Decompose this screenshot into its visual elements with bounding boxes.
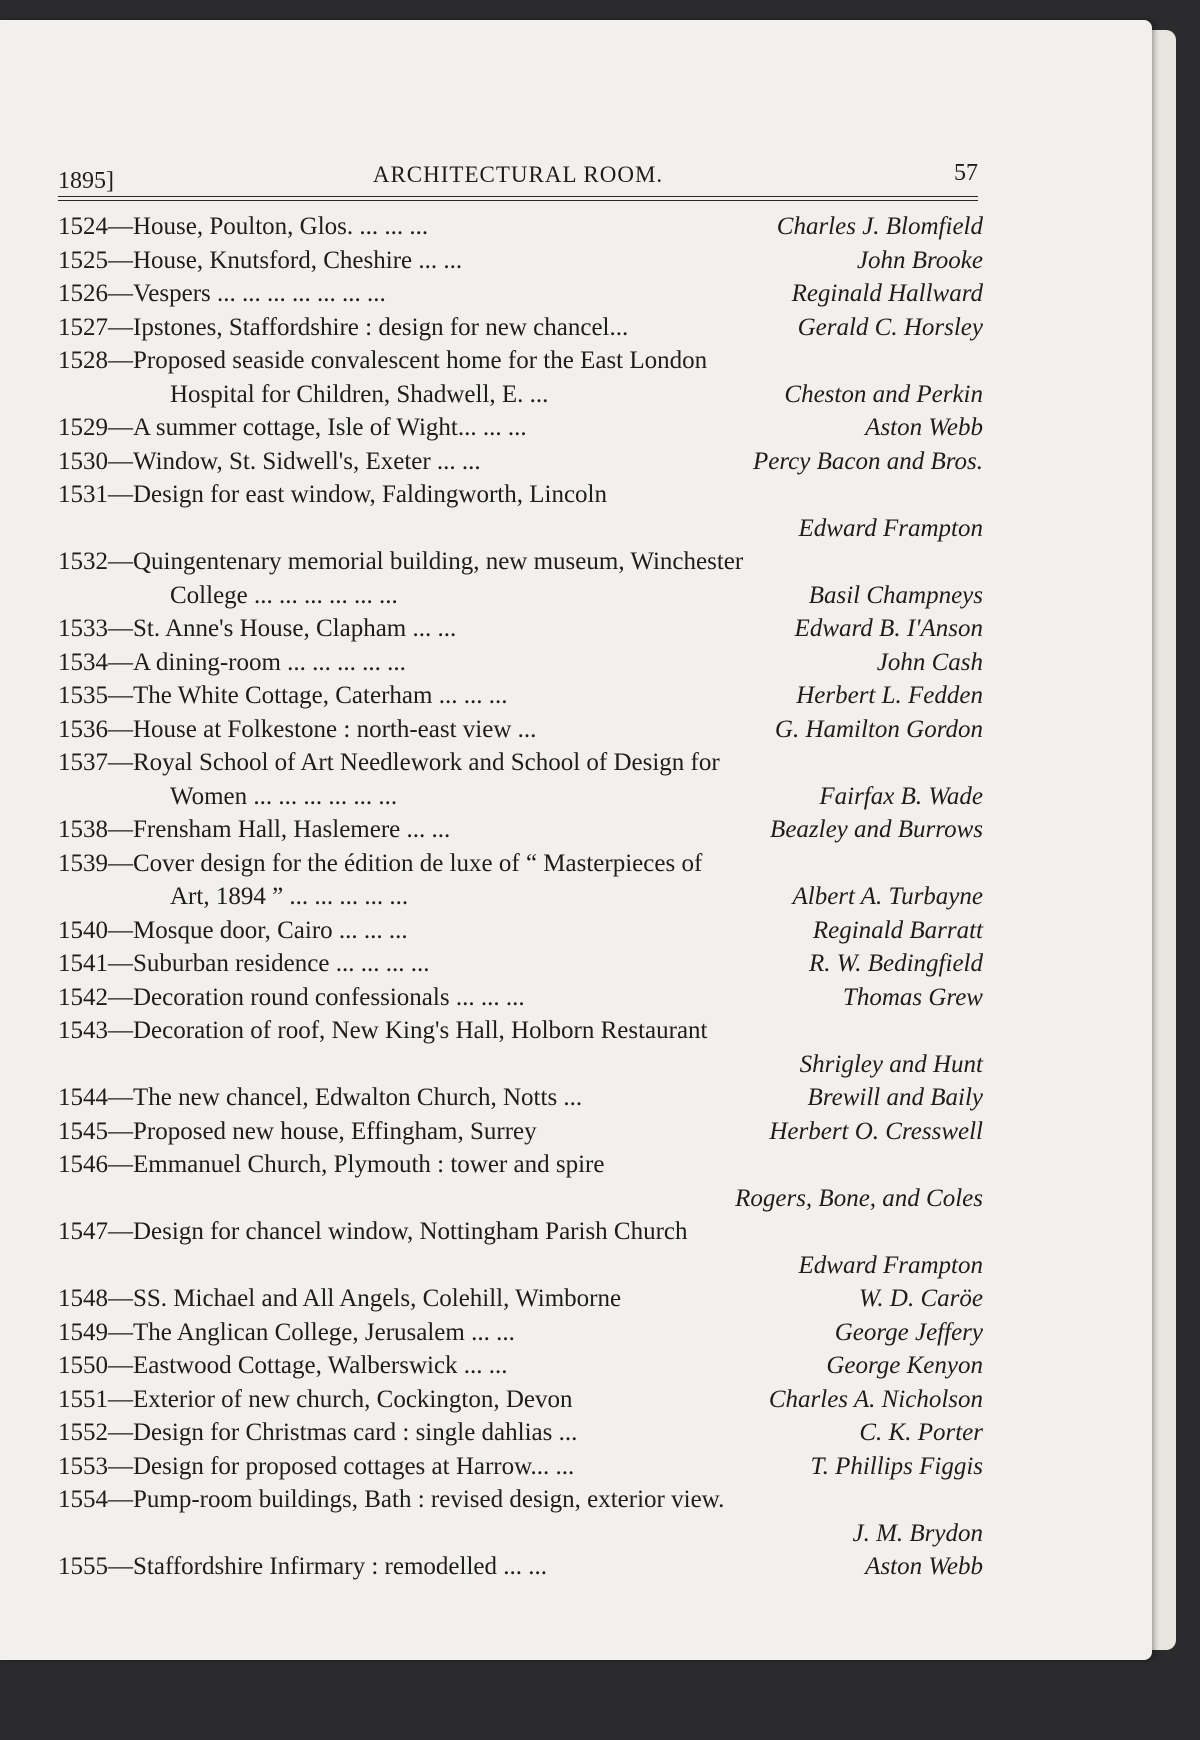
entry-artist: Herbert L. Fedden: [796, 682, 983, 709]
entry-artist: Cheston and Perkin: [784, 380, 983, 408]
entry-line: [58, 1182, 983, 1216]
entry-line: [58, 378, 983, 412]
entry-line: [58, 478, 983, 512]
entry-title: 1534—A dining-room ... ... ... ... ...: [58, 648, 406, 676]
entry-title: Hospital for Children, Shadwell, E. ...: [170, 380, 549, 408]
entry-artist: Brewill and Baily: [807, 1084, 983, 1111]
entry-line: [58, 545, 983, 579]
header-rule-thin: [58, 200, 978, 201]
entry-list: [58, 210, 983, 1584]
entry-title: 1555—Staffordshire Infirmary : remodelled ... ...: [58, 1553, 548, 1580]
running-header: [58, 158, 978, 194]
entry-line: [58, 1081, 983, 1115]
entry-title: 1525—House, Knutsford, Cheshire ... ...: [58, 246, 463, 274]
entry-title: 1549—The Anglican College, Jerusalem ... ...: [58, 1318, 515, 1346]
entry-title: Art, 1894 ” ... ... ... ... ...: [170, 883, 409, 910]
entry-line: [58, 914, 983, 948]
catalogue-page: [0, 20, 1152, 1660]
entry-line: [58, 981, 983, 1015]
entry-title: 1532—Quingentenary memorial building, new museum, Winchester: [58, 548, 744, 575]
entry-artist: T. Phillips Figgis: [810, 1452, 983, 1480]
entry-title: 1554—Pump-room buildings, Bath : revised design, exterior view.: [58, 1486, 725, 1513]
entry-artist: Edward Frampton: [798, 1251, 983, 1279]
entry-line: [58, 746, 983, 780]
entry-title: 1551—Exterior of new church, Cockington, Devon: [58, 1385, 573, 1413]
entry-title: 1533—St. Anne's House, Clapham ... ...: [58, 615, 457, 642]
entry-line: [58, 1215, 983, 1249]
entry-line: [58, 813, 983, 847]
entry-title: 1553—Design for proposed cottages at Harrow... ...: [58, 1452, 575, 1480]
entry-line: [58, 847, 983, 881]
entry-line: [58, 210, 983, 244]
entry-artist: George Jeffery: [834, 1318, 983, 1346]
entry-line: [58, 679, 983, 713]
entry-artist: Reginald Hallward: [791, 280, 983, 307]
header-title: ARCHITECTURAL ROOM.: [372, 162, 664, 187]
entry-title: 1546—Emmanuel Church, Plymouth : tower and spire: [58, 1151, 605, 1178]
entry-title: 1531—Design for east window, Faldingworth, Lincoln: [58, 481, 607, 508]
entry-title: 1541—Suburban residence ... ... ... ...: [58, 950, 430, 977]
entry-artist: Herbert O. Cresswell: [769, 1117, 983, 1145]
entry-title: 1535—The White Cottage, Caterham ... ... ...: [58, 682, 508, 709]
entry-title: 1540—Mosque door, Cairo ... ... ...: [58, 916, 408, 944]
entry-line: [58, 1148, 983, 1182]
entry-title: 1537—Royal School of Art Needlework and School of Design for: [58, 749, 720, 776]
entry-title: 1550—Eastwood Cottage, Walberswick ... ...: [58, 1352, 508, 1379]
header-rule: [58, 196, 978, 197]
entry-line: [58, 1416, 983, 1450]
entry-line: [58, 1115, 983, 1149]
entry-title: 1552—Design for Christmas card : single dahlias ...: [58, 1419, 578, 1446]
entry-title: College ... ... ... ... ... ...: [170, 581, 398, 609]
entry-title: Women ... ... ... ... ... ...: [170, 782, 398, 810]
entry-line: [58, 713, 983, 747]
page-number: 57: [954, 160, 978, 186]
header-year: 1895]: [58, 168, 114, 194]
entry-title: 1528—Proposed seaside convalescent home for the East London: [58, 347, 708, 374]
entry-line: [58, 947, 983, 981]
entry-title: 1543—Decoration of roof, New King's Hall, Holborn Restaurant: [58, 1017, 708, 1044]
entry-line: [58, 1048, 983, 1082]
entry-line: [58, 646, 983, 680]
entry-title: 1542—Decoration round confessionals ... ... ...: [58, 983, 525, 1011]
entry-artist: Reginald Barratt: [812, 916, 983, 944]
entry-line: [58, 1483, 983, 1517]
entry-artist: Charles A. Nicholson: [768, 1385, 983, 1413]
entry-artist: Albert A. Turbayne: [792, 883, 983, 910]
entry-line: [58, 880, 983, 914]
entry-artist: Shrigley and Hunt: [799, 1050, 983, 1078]
entry-line: [58, 780, 983, 814]
entry-title: 1538—Frensham Hall, Haslemere ... ...: [58, 816, 451, 843]
entry-line: [58, 445, 983, 479]
entry-artist: Beazley and Burrows: [770, 816, 983, 843]
entry-line: [58, 244, 983, 278]
entry-artist: Charles J. Blomfield: [776, 213, 983, 240]
entry-line: [58, 1316, 983, 1350]
entry-title: 1524—House, Poulton, Glos. ... ... ...: [58, 213, 429, 240]
entry-artist: W. D. Caröe: [858, 1285, 983, 1312]
entry-title: 1545—Proposed new house, Effingham, Surrey: [58, 1117, 537, 1145]
entry-line: [58, 1550, 983, 1584]
entry-line: [58, 1249, 983, 1283]
entry-line: [58, 512, 983, 546]
entry-title: 1536—House at Folkestone : north-east view ...: [58, 715, 537, 743]
entry-title: 1548—SS. Michael and All Angels, Colehill, Wimborne: [58, 1285, 622, 1312]
entry-line: [58, 344, 983, 378]
entry-line: [58, 1517, 983, 1551]
entry-line: [58, 579, 983, 613]
entry-artist: R. W. Bedingfield: [808, 950, 983, 977]
entry-artist: G. Hamilton Gordon: [774, 715, 983, 743]
entry-line: [58, 612, 983, 646]
entry-line: [58, 1383, 983, 1417]
entry-artist: Basil Champneys: [808, 581, 983, 609]
entry-artist: Gerald C. Horsley: [797, 313, 983, 341]
entry-artist: C. K. Porter: [859, 1419, 983, 1446]
entry-artist: George Kenyon: [826, 1352, 983, 1379]
entry-artist: Edward B. I'Anson: [794, 615, 983, 642]
entry-artist: Aston Webb: [865, 1553, 983, 1580]
entry-title: 1544—The new chancel, Edwalton Church, Notts ...: [58, 1084, 583, 1111]
entry-line: [58, 1282, 983, 1316]
entry-artist: Fairfax B. Wade: [819, 782, 983, 810]
entry-artist: Percy Bacon and Bros.: [752, 447, 983, 475]
entry-line: [58, 411, 983, 445]
entry-title: 1527—Ipstones, Staffordshire : design for new chancel...: [58, 313, 629, 341]
entry-artist: Rogers, Bone, and Coles: [735, 1184, 983, 1212]
entry-line: [58, 1450, 983, 1484]
entry-artist: John Cash: [876, 648, 983, 676]
entry-title: 1547—Design for chancel window, Nottingham Parish Church: [58, 1218, 688, 1245]
entry-line: [58, 1349, 983, 1383]
entry-title: 1530—Window, St. Sidwell's, Exeter ... ...: [58, 447, 481, 475]
entry-title: 1526—Vespers ... ... ... ... ... ... ...: [58, 280, 386, 307]
entry-artist: Thomas Grew: [842, 983, 983, 1011]
entry-title: 1539—Cover design for the édition de luxe of “ Masterpieces of: [58, 849, 703, 877]
entry-artist: Edward Frampton: [798, 514, 983, 542]
entry-artist: Aston Webb: [865, 414, 983, 441]
entry-title: 1529—A summer cottage, Isle of Wight... ... ...: [58, 414, 527, 441]
entry-artist: John Brooke: [856, 246, 983, 274]
entry-line: [58, 311, 983, 345]
entry-artist: J. M. Brydon: [852, 1519, 983, 1547]
entry-line: [58, 277, 983, 311]
entry-line: [58, 1014, 983, 1048]
